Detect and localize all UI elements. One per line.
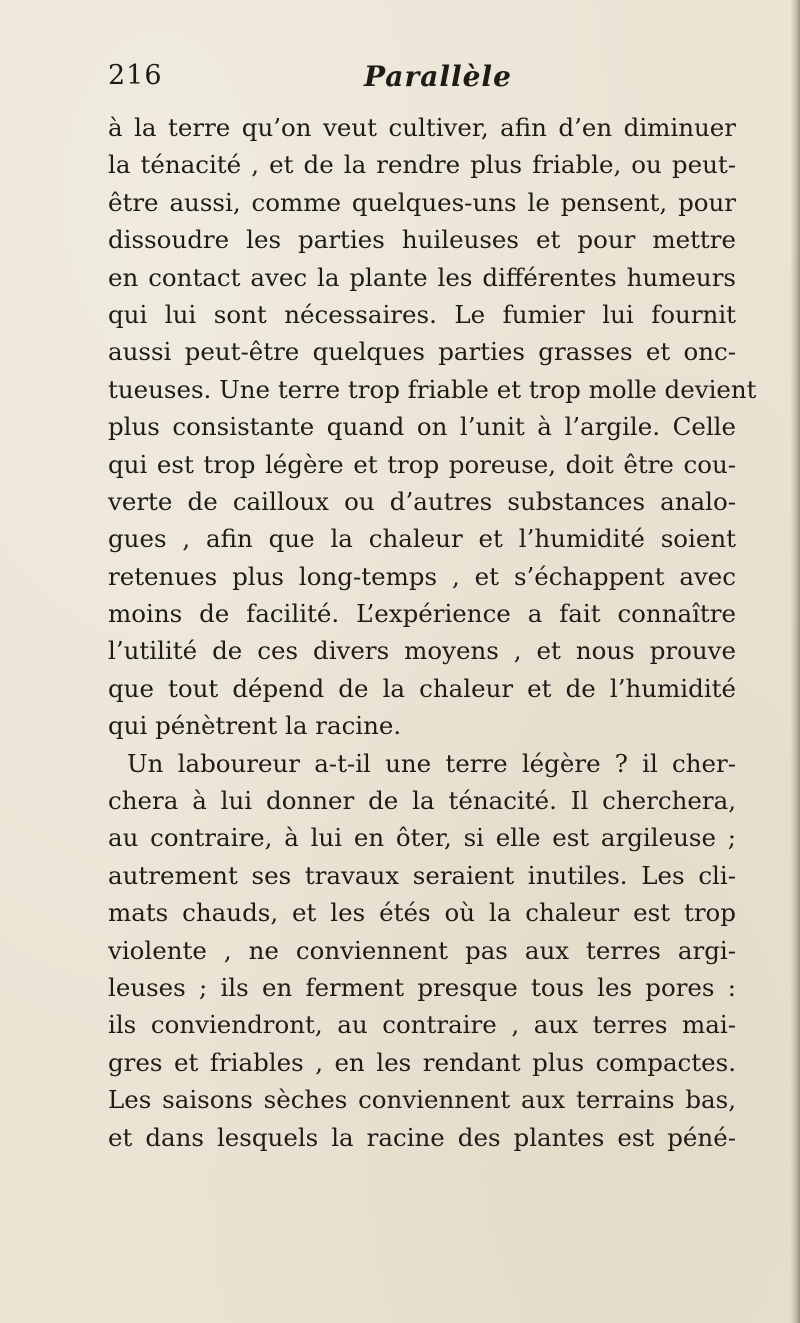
text-line: chera à lui donner de la ténacité. Il cherchera, <box>108 786 736 816</box>
text-line: être aussi, comme quelques-uns le pensent, pour <box>108 187 736 217</box>
text-line: autrement ses travaux seraient inutiles. Les cli- <box>108 860 736 890</box>
text-line: tueuses. Une terre trop friable et trop molle devient <box>108 374 757 404</box>
text-line: que tout dépend de la chaleur et de l’humidité <box>108 673 736 703</box>
text-line: qui lui sont nécessaires. Le fumier lui fournit <box>108 299 736 329</box>
text-line: à la terre qu’on veut cultiver, afin d’en diminuer <box>108 113 736 142</box>
text-line: moins de facilité. L’expérience a fait connaître <box>108 599 736 629</box>
text-line: aussi peut-être quelques parties grasses et onc- <box>108 337 736 367</box>
paragraph-start-line: Un laboureur a-t-il une terre légère ? il cher- <box>127 748 736 778</box>
text-line: Les saisons sèches conviennent aux terrains bas, <box>108 1085 736 1115</box>
text-line: verte de cailloux ou d’autres substances analo- <box>108 486 736 516</box>
text-line: dissoudre les parties huileuses et pour mettre <box>108 225 736 255</box>
text-line: leuses ; ils en ferment presque tous les pores : <box>108 972 736 1002</box>
text-line: ils conviendront, au contraire , aux terres mai- <box>108 1010 736 1040</box>
text-line: violente , ne conviennent pas aux terres argi- <box>108 935 736 965</box>
page-edge-shadow <box>790 0 800 1323</box>
text-line: au contraire, à lui en ôter, si elle est argileuse ; <box>108 823 736 853</box>
text-line: qui est trop légère et trop poreuse, doit être cou- <box>108 449 736 479</box>
text-line: gres et friables , en les rendant plus compactes. <box>108 1047 736 1077</box>
text-line: retenues plus long-temps , et s’échappent avec <box>108 561 736 591</box>
running-head: Parallèle <box>364 60 512 93</box>
body-text <box>108 109 757 1156</box>
page-header <box>108 60 628 100</box>
text-line: et dans lesquels la racine des plantes est péné- <box>108 1122 736 1152</box>
paragraph-end-line: qui pénètrent la racine. <box>108 711 402 741</box>
text-line: l’utilité de ces divers moyens , et nous prouve <box>108 636 736 666</box>
text-line: plus consistante quand on l’unit à l’argile. Celle <box>108 412 736 442</box>
text-line: mats chauds, et les étés où la chaleur est trop <box>108 898 736 928</box>
page-number: 216 <box>108 60 163 91</box>
text-line: la ténacité , et de la rendre plus friable, ou peut- <box>108 150 736 180</box>
text-line: en contact avec la plante les différentes humeurs <box>108 262 736 292</box>
text-line: gues , afin que la chaleur et l’humidité soient <box>108 524 736 554</box>
